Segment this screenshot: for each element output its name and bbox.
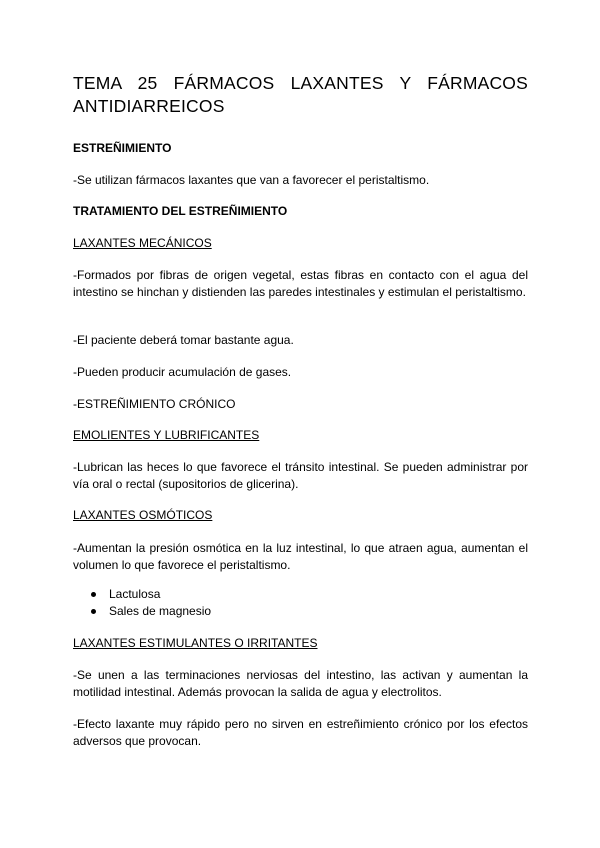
title-line-2: ANTIDIARREICOS <box>73 96 225 116</box>
paragraph-osmoticos: -Aumentan la presión osmótica en la luz intestinal, lo que atraen agua, aumentan el volumen lo que favorece el peristaltismo. <box>73 541 528 572</box>
heading-estrenimiento: ESTREÑIMIENTO <box>73 141 172 155</box>
paragraph-estimulantes-1: -Se unen a las terminaciones nerviosas del intestino, las activan y aumentan la motilidad intestinal. Además provocan la salida de agua y electrolitos. <box>73 668 528 699</box>
bullet-icon <box>91 592 96 597</box>
paragraph-mecanicos-4: -ESTREÑIMIENTO CRÓNICO <box>73 397 236 411</box>
heading-laxantes-osmoticos: LAXANTES OSMÓTICOS <box>73 508 213 522</box>
paragraph-mecanicos-1: -Formados por fibras de origen vegetal, estas fibras en contacto con el agua del intestino se hinchan y distienden las paredes intestinales y estimulan el peristaltismo. <box>73 268 528 299</box>
heading-tratamiento: TRATAMIENTO DEL ESTREÑIMIENTO <box>73 204 288 218</box>
list-item <box>73 603 211 620</box>
heading-emolientes: EMOLIENTES Y LUBRIFICANTES <box>73 428 260 442</box>
heading-laxantes-mecanicos: LAXANTES MECÁNICOS <box>73 236 212 250</box>
paragraph-estrenimiento: -Se utilizan fármacos laxantes que van a favorecer el peristaltismo. <box>73 173 430 187</box>
paragraph-mecanicos-2: -El paciente deberá tomar bastante agua. <box>73 333 294 347</box>
list-item-label: Lactulosa <box>109 587 161 601</box>
paragraph-mecanicos-3: -Pueden producir acumulación de gases. <box>73 365 292 379</box>
heading-laxantes-estimulantes: LAXANTES ESTIMULANTES O IRRITANTES <box>73 636 318 650</box>
paragraph-emolientes: -Lubrican las heces lo que favorece el tránsito intestinal. Se pueden administrar por vía oral o rectal (supositorios de glicerina). <box>73 460 528 491</box>
list-item <box>73 586 211 603</box>
document-title <box>73 72 528 118</box>
bullet-icon <box>91 609 96 614</box>
osmoticos-list <box>73 586 211 620</box>
list-item-label: Sales de magnesio <box>109 604 212 618</box>
paragraph-estimulantes-2: -Efecto laxante muy rápido pero no sirven en estreñimiento crónico por los efectos adversos que provocan. <box>73 717 528 748</box>
title-line-1: TEMA 25 FÁRMACOS LAXANTES Y FÁRMACOS <box>73 73 528 93</box>
